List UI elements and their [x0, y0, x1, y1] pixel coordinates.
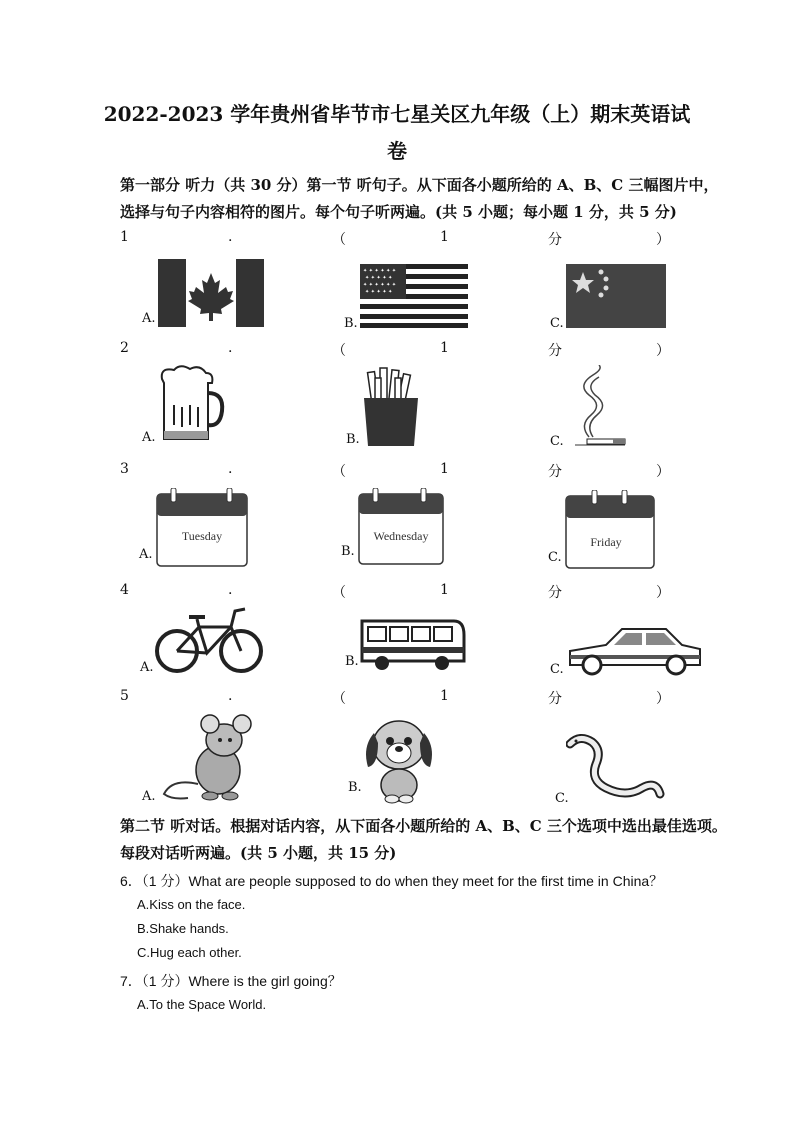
option-c-label: C. [550, 434, 564, 449]
score-unit: 分 [548, 585, 562, 601]
svg-text:✦ ✦ ✦ ✦ ✦: ✦ ✦ ✦ ✦ ✦ [365, 289, 393, 295]
score-unit: 分 [548, 343, 562, 359]
question-row-4 [120, 582, 668, 602]
right-paren: ） [656, 232, 670, 248]
left-paren: （ [332, 691, 346, 707]
svg-text:✦ ✦ ✦ ✦ ✦: ✦ ✦ ✦ ✦ ✦ [365, 275, 393, 281]
snake-image [566, 730, 666, 804]
calendar-day-label: Friday [590, 535, 622, 549]
question-number: 2 [120, 340, 129, 356]
usa-flag-image [360, 264, 468, 328]
question-6-option-c: C.Hug each other. [137, 945, 242, 960]
question-7-stem: 7．（1 分）Where is the girl going？ [120, 973, 342, 989]
question-6-option-b: B.Shake hands. [137, 921, 229, 936]
question-7-option-a: A.To the Space World. [137, 997, 267, 1012]
score-unit: 分 [548, 691, 562, 707]
french-fries-image [362, 366, 420, 448]
question-number: 5 [120, 688, 129, 704]
option-a-label: A. [142, 430, 156, 445]
calendar-wednesday-image [357, 488, 445, 568]
option-c-label: C. [550, 662, 564, 677]
question-dot: . [228, 461, 233, 477]
question-6-stem: 6．（1 分）What are people supposed to do when they meet for the first time in China？ [120, 873, 664, 889]
part2-instruction-line1: 第二节 听对话。根据对话内容，从下面各小题所给的 A、B、C 三个选项中选出最佳选项。 [120, 817, 727, 835]
option-a-label: A. [142, 311, 156, 326]
score: 1 [440, 229, 449, 245]
car-image [566, 623, 704, 677]
question-dot: . [228, 340, 233, 356]
score-unit: 分 [548, 232, 562, 248]
question-row-1 [120, 229, 668, 249]
svg-text:✦ ✦ ✦ ✦ ✦ ✦: ✦ ✦ ✦ ✦ ✦ ✦ [363, 268, 397, 274]
option-a-label: A. [139, 547, 153, 562]
question-number: 3 [120, 461, 129, 477]
china-flag-image [566, 264, 666, 328]
part2-instruction-line2: 每段对话听两遍。(共 5 小题，共 15 分) [120, 844, 397, 862]
calendar-friday-image [564, 490, 656, 570]
cigarette-image [565, 365, 627, 447]
part1-instruction-line2: 选择与句子内容相符的图片。每个句子听两遍。(共 5 小题；每小题 1 分，共 5 分) [120, 203, 677, 221]
calendar-day-label: Wednesday [373, 529, 429, 543]
mouse-image [158, 712, 256, 804]
left-paren: （ [332, 343, 346, 359]
question-dot: . [228, 688, 233, 704]
svg-text:✦ ✦ ✦ ✦ ✦ ✦: ✦ ✦ ✦ ✦ ✦ ✦ [363, 282, 397, 288]
question-dot: . [228, 582, 233, 598]
dog-image [362, 713, 436, 805]
option-a-label: A. [142, 789, 156, 804]
left-paren: （ [332, 464, 346, 480]
option-c-label: C. [550, 316, 564, 331]
right-paren: ） [656, 691, 670, 707]
option-c-label: C. [555, 791, 569, 806]
calendar-tuesday-image [155, 488, 250, 568]
question-row-5 [120, 688, 668, 708]
score: 1 [440, 340, 449, 356]
score: 1 [440, 461, 449, 477]
calendar-day-label: Tuesday [181, 529, 223, 543]
exam-title-line2: 卷 [387, 139, 407, 163]
option-c-label: C. [548, 550, 562, 565]
part1-instruction-line1: 第一部分 听力（共 30 分）第一节 听句子。从下面各小题所给的 A、B、C 三幅图片中， [120, 176, 719, 194]
question-number: 4 [120, 582, 129, 598]
right-paren: ） [656, 343, 670, 359]
score: 1 [440, 688, 449, 704]
question-row-2 [120, 340, 668, 360]
option-a-label: A. [140, 660, 154, 675]
exam-title-line1: 2022-2023 学年贵州省毕节市七星关区九年级（上）期末英语试 [103, 102, 691, 126]
question-dot: . [228, 229, 233, 245]
bus-image [360, 617, 466, 671]
option-b-label: B. [345, 654, 359, 669]
canada-flag-image [158, 259, 264, 327]
left-paren: （ [332, 585, 346, 601]
right-paren: ） [656, 464, 670, 480]
option-b-label: B. [341, 544, 355, 559]
option-b-label: B. [344, 316, 358, 331]
right-paren: ） [656, 585, 670, 601]
beer-mug-image [158, 365, 228, 445]
option-b-label: B. [346, 432, 360, 447]
left-paren: （ [332, 232, 346, 248]
question-row-3 [120, 461, 668, 481]
question-number: 1 [120, 229, 129, 245]
score-unit: 分 [548, 464, 562, 480]
option-b-label: B. [348, 780, 362, 795]
bicycle-image [155, 605, 265, 675]
score: 1 [440, 582, 449, 598]
question-6-option-a: A.Kiss on the face. [137, 897, 246, 912]
